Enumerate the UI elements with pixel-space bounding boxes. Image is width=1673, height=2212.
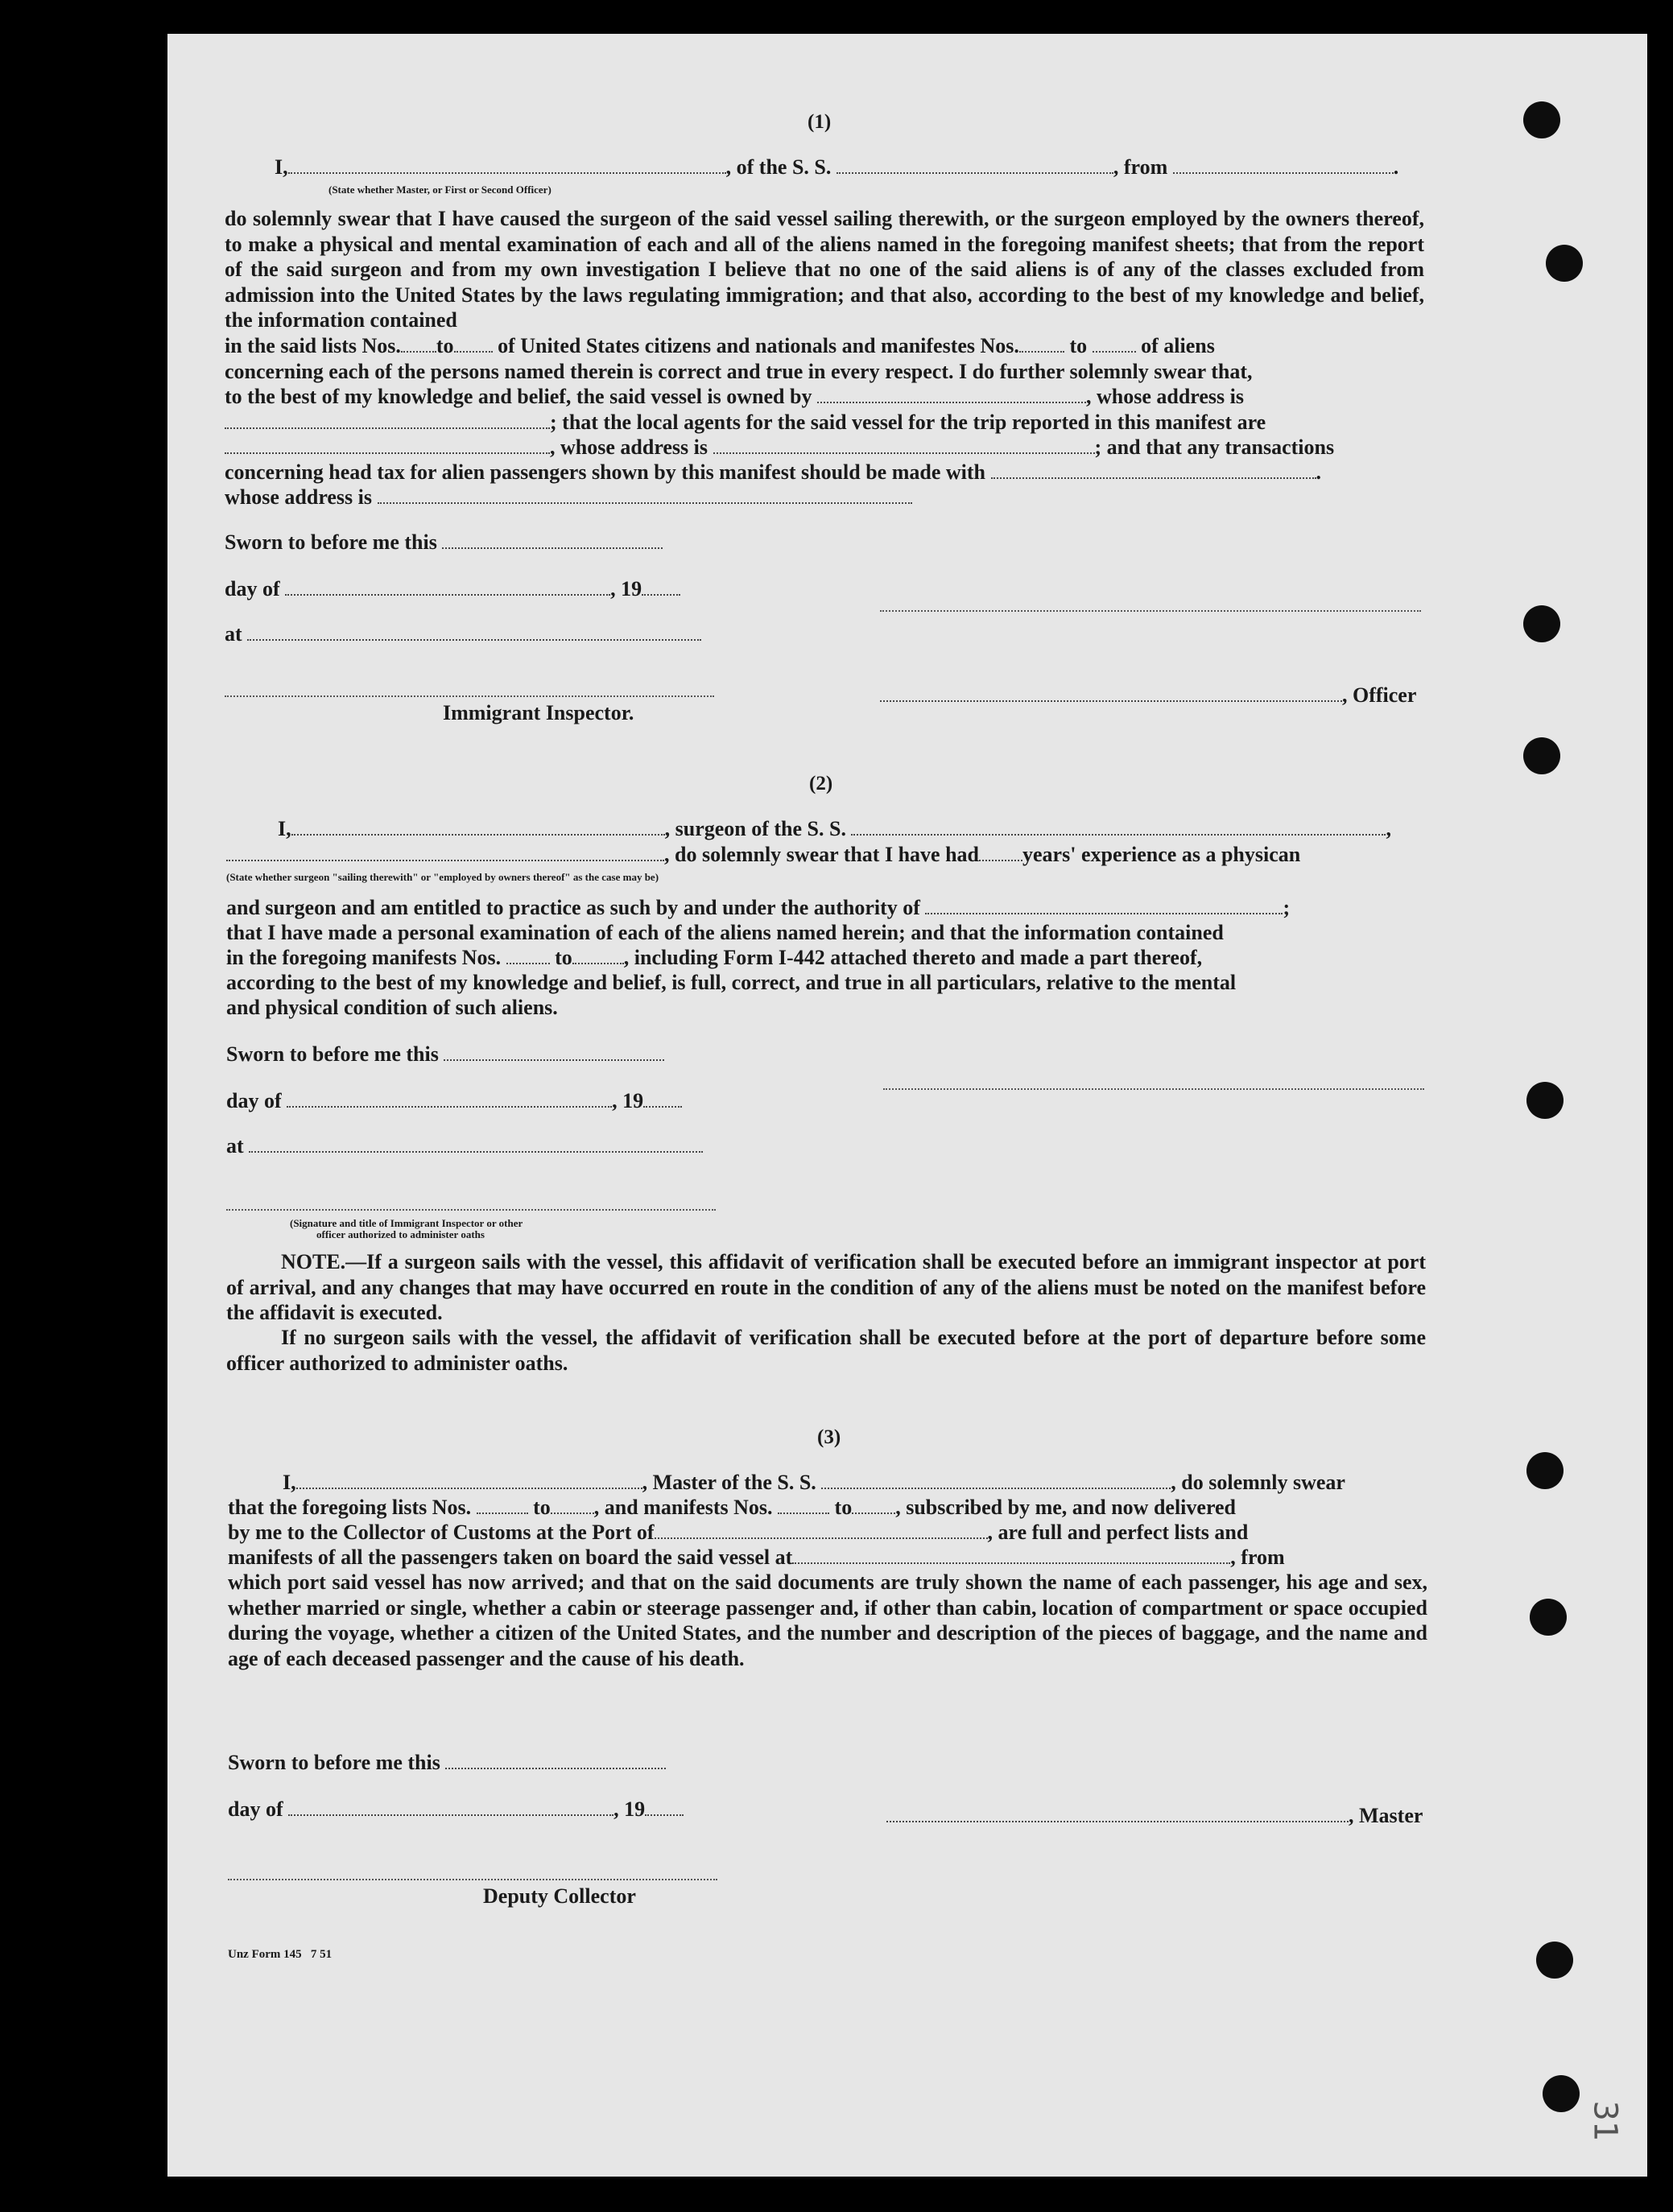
section-2-sworn: Sworn to before me this — [226, 1042, 664, 1067]
section-1-owned-line: to the best of my knowledge and belief, the said vessel is owned by , whose address is — [225, 385, 1244, 408]
section-1-paragraph: do solemnly swear that I have caused the surgeon of the said vessel sailing therewith, or the surgeon employed by the owners thereof, to make a physical and mental examination of each and all of the aliens named in the foregoing manifest sheets; that from the report of the said surgeon and from my own investigation I believe that no one of the said aliens is of any of the classes excluded from admission into the United States by the laws regulating immigration; and that also, according to the best of my knowledge and belief, the information contained — [225, 207, 1424, 332]
section-1-inspector-label: Immigrant Inspector. — [443, 701, 634, 724]
section-1-whose-line: , whose address is ; and that any transactions — [225, 435, 1334, 460]
section-2-inspector-line — [226, 1209, 716, 1211]
section-2-line-3: and surgeon and am entitled to practice as such by and under the authority of ; — [226, 896, 1291, 919]
page-number-mark: 31 — [1586, 2100, 1624, 2142]
section-3-line-3: by me to the Collector of Customs at the Port of , are full and perfect lists and — [228, 1521, 1249, 1544]
section-2-note-2: If no surgeon sails with the vessel, the affidavit of verification shall be executed before at the port of departure before some officer authorized to administer oaths. — [226, 1326, 1426, 1375]
punch-hole — [1546, 245, 1583, 282]
section-1-inspector-line — [225, 695, 714, 697]
punch-hole — [1536, 1942, 1573, 1979]
section-3-master: , Master — [886, 1803, 1423, 1828]
section-1-line-1: I, , of the S. S. , from . — [275, 155, 1399, 179]
section-2-sig-caption-2: officer authorized to administer oaths — [316, 1228, 485, 1240]
punch-hole — [1526, 1082, 1564, 1119]
section-2-signature-line — [883, 1088, 1424, 1090]
section-2-number: (2) — [809, 773, 833, 794]
section-2-sig-caption-1: (Signature and title of Immigrant Inspector or other — [290, 1217, 523, 1229]
section-1-at: at — [225, 621, 701, 646]
section-1-headtax-line: concerning head tax for alien passengers shown by this manifest should be made with . — [225, 460, 1322, 484]
section-3-dayof: day of , 19 — [228, 1797, 684, 1822]
section-2-line-2: , do solemnly swear that I have had years' experience as a physican — [226, 842, 1300, 867]
punch-hole — [1543, 2075, 1580, 2112]
section-1-address-line: whose address is — [225, 485, 912, 510]
section-3-number: (3) — [817, 1426, 841, 1448]
section-3-line-4: manifests of all the passengers taken on board the said vessel at , from — [228, 1546, 1285, 1569]
section-2-line-4: that I have made a personal examination of each of the aliens named herein; and that the information contained — [226, 921, 1224, 944]
punch-hole — [1523, 737, 1560, 774]
section-1-sworn: Sworn to before me this — [225, 530, 663, 555]
section-3-sworn: Sworn to before me this — [228, 1750, 666, 1775]
section-3-line-2: that the foregoing lists Nos. to , and manifests Nos. to , subscribed by me, and now delivered — [228, 1496, 1237, 1519]
section-2-at: at — [226, 1133, 703, 1158]
punch-hole — [1530, 1599, 1567, 1636]
section-1-agents-line: ; that the local agents for the said vessel for the trip reported in this manifest are — [225, 410, 1266, 435]
form-footer: Unz Form 145 7 51 — [228, 1948, 333, 1961]
section-1-number: (1) — [808, 111, 832, 133]
section-2-caption: (State whether surgeon "sailing therewith" or "employed by owners thereof" as the case may be) — [226, 871, 659, 883]
section-2-line-1: I, , surgeon of the S. S. , — [278, 817, 1391, 840]
punch-hole — [1526, 1452, 1564, 1489]
section-3-paragraph: which port said vessel has now arrived; and that on the said documents are truly shown the name of each passenger, his age and sex, whether married or single, whether a cabin or steerage passenger and, if other than cabin, location of compartment or space occupied during the voyage, whether a citizen of the United States, and the number and description of the pieces of baggage, and the name and age of each deceased passenger and the cause of his death. — [228, 1570, 1427, 1670]
punch-hole — [1523, 605, 1560, 642]
section-1-caption: (State whether Master, or First or Second Officer) — [328, 184, 551, 196]
section-1-officer: , Officer — [880, 683, 1416, 708]
section-2-line-5: in the foregoing manifests Nos. to , including Form I-442 attached thereto and made a part thereof, — [226, 946, 1203, 969]
section-3-collector-label: Deputy Collector — [483, 1884, 636, 1908]
section-1-signature-line — [880, 610, 1421, 612]
section-2-dayof: day of , 19 — [226, 1088, 682, 1113]
section-3-line-1: I, , Master of the S. S. , do solemnly swear — [283, 1471, 1345, 1494]
section-2-note-1: NOTE.—If a surgeon sails with the vessel, this affidavit of verification shall be executed before an immigrant inspector at port of arrival, and any changes that may have occurred en route in the condition of any of the aliens must be noted on the manifest before the affidavit is executed. — [226, 1250, 1426, 1324]
punch-hole — [1523, 101, 1560, 138]
section-1-lists-line: in the said lists Nos. to of United States citizens and nationals and manifestes Nos. to of aliens — [225, 334, 1215, 357]
section-1-dayof: day of , 19 — [225, 576, 680, 601]
section-1-concern-line: concerning each of the persons named therein is correct and true in every respect. I do further solemnly swear that, — [225, 360, 1253, 383]
form-page — [167, 34, 1647, 2177]
section-2-line-7: and physical condition of such aliens. — [226, 996, 558, 1019]
section-2-line-6: according to the best of my knowledge and belief, is full, correct, and true in all particulars, relative to the mental — [226, 971, 1237, 994]
section-3-collector-line — [228, 1879, 717, 1880]
